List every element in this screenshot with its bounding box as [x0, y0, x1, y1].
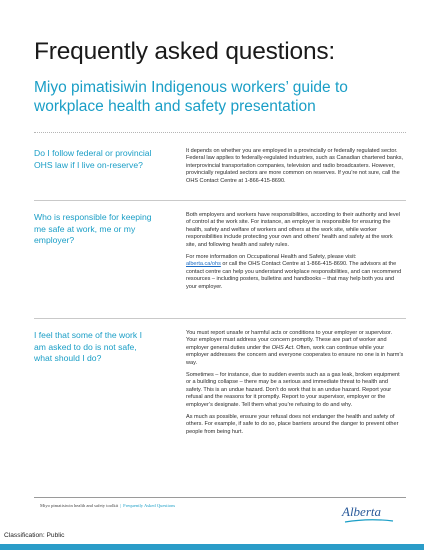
alberta-logo-swoosh-icon — [343, 519, 395, 523]
faq-answer-3-paragraph-1 — [186, 330, 404, 367]
page-title: Frequently asked questions: — [34, 38, 336, 65]
faq-question-1: Do I follow federal or provincial OHS law if I live on-reserve? — [34, 148, 152, 170]
faq-answer-3-text-b: . Often, work can continue while your employer addresses the concern and everyone cooperates to ensure no one is in harm’s way. — [186, 344, 404, 366]
faq-answer-3-paragraph-2: Sometimes – for instance, due to sudden events such as a gas leak, broken equipment or a building collapse – there may be a serious and immediate threat to health and safety. This is an undue hazard. Don’t do work that is an undue hazard. Report your refusal and the reasons for it promptly. Report to your supervisor, employer or the employer’s designate. Tell them what you’re refusing to do and why. — [186, 372, 400, 408]
header-divider — [34, 132, 406, 133]
faq-answer-2-contact-text: or call the OHS Contact Centre at 1-866-415-8690. The advisors at the contact centre can help you understand workplace responsibilities, and can recommend resources – including posters, bulletins and handbooks – that may help both you and your employer. — [186, 261, 402, 290]
classification-label: Classification: Public — [4, 532, 65, 539]
faq-answer-2-info-text: For more information on Occupational Health and Safety, please visit: — [186, 254, 357, 261]
footer-section: Frequently Asked Questions — [123, 503, 176, 508]
page-subtitle: Miyo pimatisiwin Indigenous workers’ guide to workplace health and safety presentation — [34, 79, 348, 115]
faq-answer-2-info-paragraph — [186, 254, 404, 291]
bottom-color-band — [0, 544, 424, 550]
faq-answer-3-text-a: You must report unsafe or harmful acts or conditions to your employer or supervisor. Your employer must address your concern promptly. These are part of worker and employer general duties under the — [186, 330, 393, 351]
alberta-logo: Alberta — [342, 504, 381, 519]
faq-answer-3 — [186, 330, 404, 441]
footer-doc-name: Miyo pimatisiwin health and safety toolkit — [40, 503, 119, 508]
faq-divider-1 — [34, 200, 406, 201]
faq-answer-2 — [186, 212, 404, 296]
faq-question-2: Who is responsible for keeping me safe at work, me or my employer? — [34, 212, 152, 245]
faq-question-3: I feel that some of the work I am asked to do is not safe, what should I do? — [34, 330, 142, 363]
faq-answer-3-paragraph-3: As much as possible, ensure your refusal does not endanger the health and safety of others. For example, if safe to do so, place barriers around the danger to prevent other people from being hurt. — [186, 414, 399, 435]
footer-separator: | — [120, 503, 122, 508]
faq-answer-1-paragraph: It depends on whether you are employed in a provincially or federally regulated sector. Federal law applies to federally-regulated industries, such as Canadian chartered banks, interprovincial transportation companies, television and radio broadcasters. However, provincially regulated sectors are more common on reserves. If you’re not sure, call the OHS Contact Centre at 1-866-415-8690. — [186, 148, 404, 184]
ohs-website-link[interactable]: alberta.ca/ohs — [186, 261, 221, 268]
faq-divider-2 — [34, 318, 406, 319]
footer-divider — [34, 497, 406, 498]
faq-answer-2-paragraph: Both employers and workers have responsibilities, according to their authority and level of control at the work site. For instance, an employer is responsible for ensuring the health, safety and welfare of workers and others at the work site, while worker responsibilities include protecting your own and others’ health and safety at the work site, and following health and safety rules. — [186, 212, 400, 248]
faq-answer-1 — [186, 148, 404, 190]
ohs-act-reference: OHS Act — [271, 344, 294, 351]
footer-caption — [40, 503, 175, 508]
